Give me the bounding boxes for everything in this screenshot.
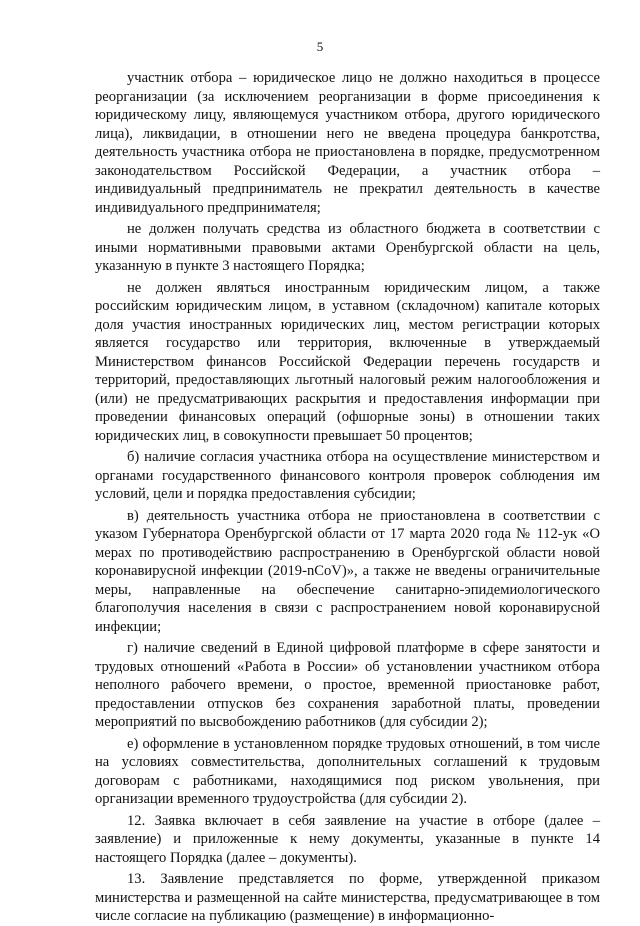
paragraph-reorganization: участник отбора – юридическое лицо не должно находиться в процессе реорганизации (за исключением реорганизации в форме присоединения к юридическому лицу, являющемуся участником отбора, другого юридического лица), ликвидации, в отношении него не введена процедура банкротства, деятельность участника отбора не приостановлена в порядке, предусмотренном законодательством Российской Федерации, а участник отбора – индивидуальный предприниматель не прекратил деятельность в качестве индивидуального предпринимателя;	[95, 70, 600, 216]
paragraph-foreign-entity: не должен являться иностранным юридическим лицом, а также российским юридическим лицом, в уставном (складочном) капитале которых доля участия иностранных юридических лиц, местом регистрации которых является государство или территория, включенные в утверждаемый Министерством финансов Российской Федерации перечень государств и территорий, предоставляющих льготный налоговый режим налогообложения и (или) не предусматривающих раскрытия и предоставления информации при проведении финансовых операций (офшорные зоны) в отношении таких юридических лиц, в совокупности превышает 50 процентов;	[95, 279, 600, 444]
body-text	[95, 69, 600, 926]
page-number: 5	[316, 39, 324, 54]
paragraph-activity-not-suspended: в) деятельность участника отбора не приостановлена в соответствии с указом Губернатора Оренбургской области от 17 марта 2020 года № 112-ук «О мерах по противодействию распространению в Оренбургской области новой коронавирусной инфекции (2019-nCoV)», а также не введены ограничительные меры, направленные на обеспечение санитарно-эпидемиологического благополучия населения в связи с распространением новой коронавирусной инфекции;	[95, 507, 600, 635]
paragraph-application-form: 13. Заявление представляется по форме, утвержденной приказом министерства и размещенной на сайте министерства, предусматривающее в том числе согласие на публикацию (размещение) в информационно-	[95, 871, 600, 924]
paragraph-consent-inspection: б) наличие согласия участника отбора на осуществление министерством и органами государственного финансового контроля проверок соблюдения им условий, цели и порядка предоставления субсидии;	[95, 449, 600, 502]
paragraph-regional-budget: не должен получать средства из областного бюджета в соответствии с иными нормативными правовыми актами Оренбургской области на цель, указанную в пункте 3 настоящего Порядка;	[95, 221, 600, 274]
paragraph-labor-relations: е) оформление в установленном порядке трудовых отношений, в том числе на условиях совместительства, дополнительных соглашений к трудовым договорам с работниками, находящимися под риском увольнения, при организации временного трудоустройства (для субсидии 2).	[95, 735, 600, 807]
paragraph-digital-platform: г) наличие сведений в Единой цифровой платформе в сфере занятости и трудовых отношений «Работа в России» об установлении участником отбора неполного рабочего времени, о простое, временной приостановке работ, предоставлении отпусков без сохранения заработной платы, проведении мероприятий по высвобождению работников (для субсидии 2);	[95, 640, 600, 730]
paragraph-application-contents: 12. Заявка включает в себя заявление на участие в отборе (далее – заявление) и приложенные к нему документы, указанные в пункте 14 настоящего Порядка (далее – документы).	[95, 812, 600, 866]
